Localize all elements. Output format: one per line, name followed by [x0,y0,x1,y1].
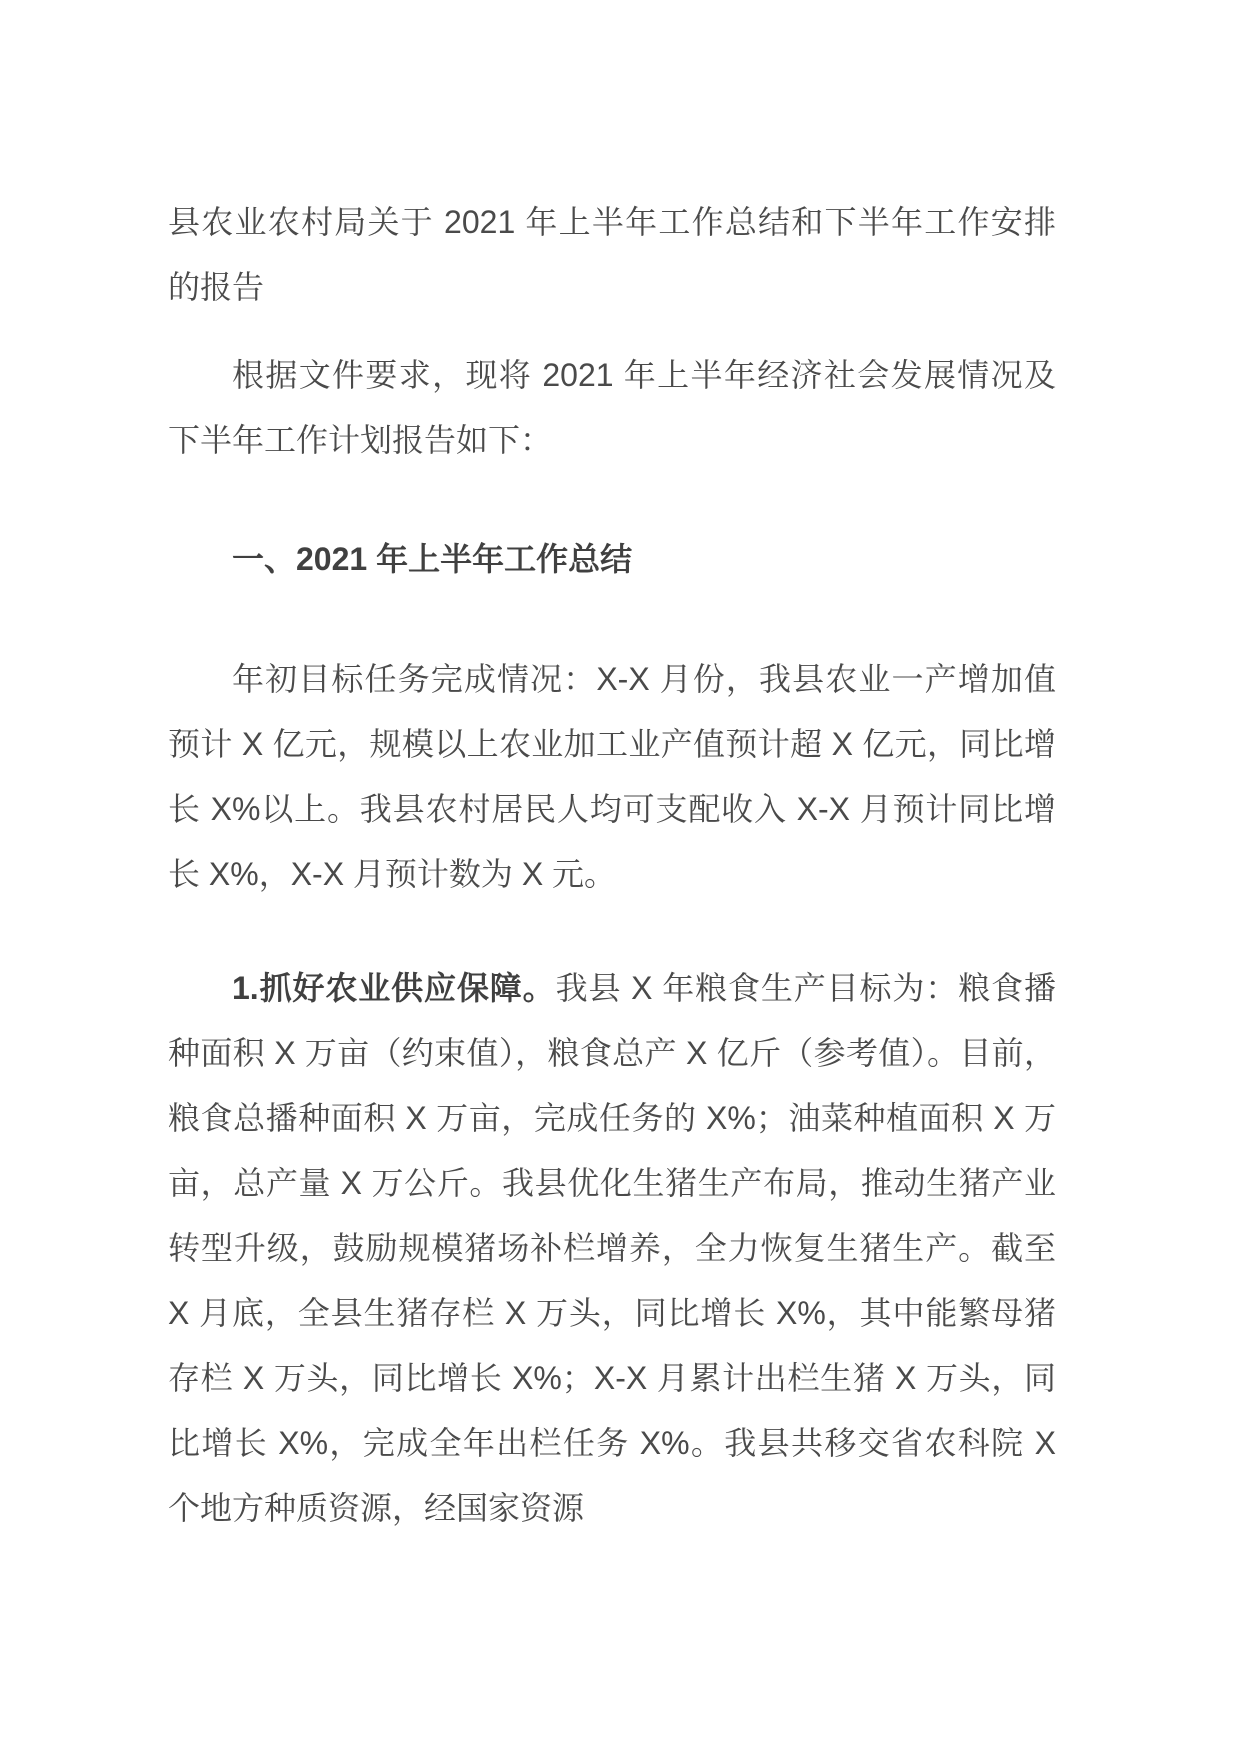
section1-item1-paragraph [168,956,1056,1541]
section1-overview-paragraph: 年初目标任务完成情况：X-X 月份，我县农业一产增加值预计 X 亿元，规模以上农业加工业产值预计超 X 亿元，同比增长 X%以上。我县农村居民人均可支配收入 X-X 月预计同比增长 X%，X-X 月预计数为 X 元。 [168,661,1056,892]
item1-lead-text: 1.抓好农业供应保障。 [232,970,556,1006]
section1-heading: 一、2021 年上半年工作总结 [232,541,633,577]
intro-paragraph: 根据文件要求，现将 2021 年上半年经济社会发展情况及下半年工作计划报告如下： [168,357,1056,458]
item1-body-text: 我县 X 年粮食生产目标为：粮食播种面积 X 万亩（约束值），粮食总产 X 亿斤（参考值）。目前，粮食总播种面积 X 万亩，完成任务的 X%；油菜种植面积 X 万亩，总产量 X 万公斤。我县优化生猪生产布局，推动生猪产业转型升级，鼓励规模猪场补栏增养，全力恢复生猪生产。截至 X 月底，全县生猪存栏 X 万头，同比增长 X%，其中能繁母猪存栏 X 万头，同比增长 X%；X-X 月累计出栏生猪 X 万头，同比增长 X%，完成全年出栏任务 X%。我县共移交省农科院 X 个地方种质资源，经国家资源 [168,970,1056,1526]
document-title: 县农业农村局关于 2021 年上半年工作总结和下半年工作安排的报告 [168,204,1056,305]
